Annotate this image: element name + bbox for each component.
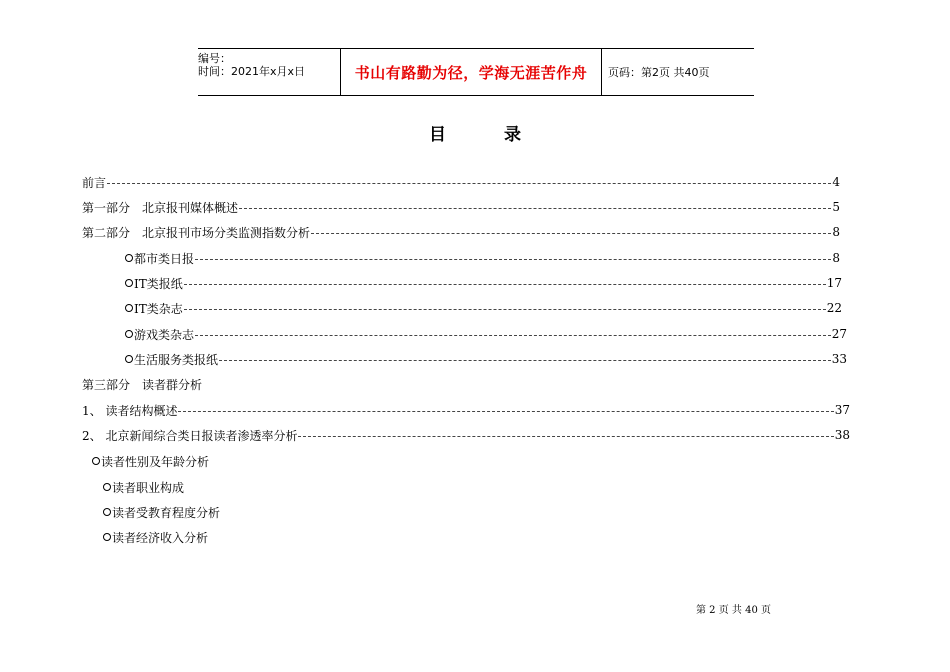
toc-leader xyxy=(184,309,826,310)
toc-entry-education[interactable] xyxy=(103,503,220,521)
toc-leader xyxy=(184,284,826,285)
toc-entry-label: 游戏类杂志 xyxy=(134,327,195,342)
toc-leader xyxy=(239,208,831,209)
toc-entry-label: 2、 北京新闻综合类日报读者渗透率分析 xyxy=(82,428,298,443)
toc-leader xyxy=(298,436,833,437)
toc-entry-page: 4 xyxy=(832,175,840,189)
toc-leader xyxy=(195,335,831,336)
toc-entry-part-3[interactable] xyxy=(82,375,202,393)
toc-entry-page: 27 xyxy=(831,327,847,341)
circle-bullet-icon xyxy=(125,330,133,338)
toc-entry-label: 读者受教育程度分析 xyxy=(112,505,221,520)
toc-title-char-2: 录 xyxy=(504,125,521,145)
toc-entry-label: 第二部分 北京报刊市场分类监测指数分析 xyxy=(82,225,311,240)
toc-leader xyxy=(107,183,831,184)
toc-entry-it-magazine[interactable] xyxy=(125,299,842,317)
toc-entry-preface[interactable] xyxy=(82,173,840,191)
header-page-info: 页码：第2页 共40页 xyxy=(608,66,710,79)
toc-entry-page: 5 xyxy=(832,200,840,214)
toc-entry-life-service[interactable] xyxy=(125,350,847,368)
toc-entry-gender-age[interactable] xyxy=(92,452,209,470)
toc-entry-part-2[interactable] xyxy=(82,223,840,241)
toc-leader xyxy=(178,411,833,412)
circle-bullet-icon xyxy=(103,533,111,541)
toc-entry-penetration-rate[interactable] xyxy=(82,426,850,444)
circle-bullet-icon xyxy=(103,483,111,491)
header-motto: 书山有路勤为径，学海无涯苦作舟 xyxy=(340,49,602,95)
toc-entry-page: 22 xyxy=(826,301,842,315)
toc-title xyxy=(0,120,950,145)
toc-entry-page: 17 xyxy=(826,276,842,290)
toc-entry-page: 8 xyxy=(832,251,840,265)
toc-entry-income[interactable] xyxy=(103,528,208,546)
circle-bullet-icon xyxy=(103,508,111,516)
toc-entry-label: 读者职业构成 xyxy=(112,480,185,495)
toc-entry-page: 8 xyxy=(832,225,840,239)
header-time-label: 时间：2021年x月x日 xyxy=(198,65,306,78)
toc-leader xyxy=(195,259,831,260)
toc-entry-reader-structure[interactable] xyxy=(82,401,850,419)
toc-entry-metro-daily[interactable] xyxy=(125,249,840,267)
toc-title-char-1: 目 xyxy=(429,125,446,145)
toc-entry-label: 前言 xyxy=(82,175,107,190)
toc-entry-label: 1、 读者结构概述 xyxy=(82,403,178,418)
toc-entry-page: 38 xyxy=(834,428,850,442)
circle-bullet-icon xyxy=(125,279,133,287)
page-footer: 第 2 页 共 40 页 xyxy=(696,605,771,616)
toc-entry-label: IT类杂志 xyxy=(134,301,183,316)
circle-bullet-icon xyxy=(125,304,133,312)
circle-bullet-icon xyxy=(125,254,133,262)
toc-leader xyxy=(219,360,831,361)
toc-entry-label: 读者经济收入分析 xyxy=(112,530,209,545)
toc-entry-page: 37 xyxy=(834,403,850,417)
toc-entry-it-newspaper[interactable] xyxy=(125,274,842,292)
toc-entry-label: IT类报纸 xyxy=(134,276,183,291)
circle-bullet-icon xyxy=(92,457,100,465)
toc-entry-occupation[interactable] xyxy=(103,478,184,496)
toc-entry-label: 第一部分 北京报刊媒体概述 xyxy=(82,200,239,215)
toc-entry-label: 都市类日报 xyxy=(134,251,195,266)
toc-entry-label: 生活服务类报纸 xyxy=(134,352,219,367)
toc-entry-label: 第三部分 读者群分析 xyxy=(82,377,203,392)
toc-entry-part-1[interactable] xyxy=(82,198,840,216)
header-number-label: 编号： xyxy=(198,52,231,65)
circle-bullet-icon xyxy=(125,355,133,363)
header-left-cell xyxy=(198,49,340,95)
toc-leader xyxy=(311,233,831,234)
toc-entry-game-magazine[interactable] xyxy=(125,325,847,343)
page-header xyxy=(198,48,754,96)
toc-entry-page: 33 xyxy=(831,352,847,366)
toc-entry-label: 读者性别及年龄分析 xyxy=(101,454,210,469)
